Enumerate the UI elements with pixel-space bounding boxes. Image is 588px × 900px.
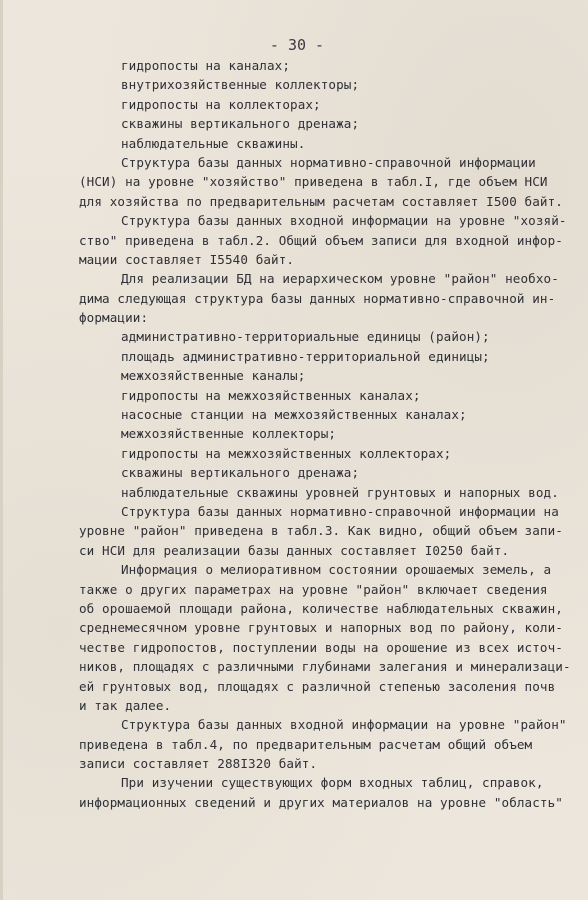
text-line: ство" приведена в табл.2. Общий объем записи для входной инфор- (79, 232, 563, 248)
page-number: - 30 - (269, 36, 325, 54)
text-line: гидропосты на каналах; (121, 58, 291, 73)
text-line: для хозяйства по предварительным расчетам составляет I500 байт. (79, 193, 563, 209)
text-line: приведена в табл.4, по предварительным расчетам общий объем (79, 736, 533, 752)
text-line: гидропосты на межхозяйственных каналах; (121, 387, 421, 403)
text-line: гидропосты на коллекторах; (121, 96, 321, 112)
text-line: наблюдательные скважины. (121, 135, 306, 151)
text-line: также о других параметрах на уровне "район" включает сведения (79, 581, 548, 597)
text-line: внутрихозяйственные коллекторы; (121, 77, 360, 93)
text-line: честве гидропостов, поступлении воды на орошение из всех источ- (79, 639, 563, 655)
text-line: насосные станции на межхозяйственных каналах; (121, 407, 467, 423)
text-line: наблюдательные скважины уровней грунтовых и напорных вод. (121, 484, 559, 500)
text-line: Для реализации БД на иерархическом уровне "район" необхо- (121, 271, 559, 287)
text-line: среднемесячном уровне грунтовых и напорных вод по району, коли- (79, 620, 563, 636)
text-line: межхозяйственные коллекторы; (121, 426, 337, 442)
text-line: ей грунтовых вод, площадях с различной степенью засоления почв (79, 678, 556, 694)
text-line: записи составляет 288I320 байт. (79, 756, 318, 772)
text-line: гидропосты на межхозяйственных коллекторах; (121, 445, 452, 461)
text-line: Структура базы данных нормативно-справочной информации (121, 154, 536, 170)
text-line: межхозяйственные каналы; (121, 368, 306, 384)
text-line: си НСИ для реализации базы данных составляет I0250 байт. (79, 542, 510, 558)
text-line: Структура базы данных входной информации на уровне "район" (121, 717, 567, 733)
text-line: мации составляет I5540 байт. (79, 251, 295, 267)
text-line: (НСИ) на уровне "хозяйство" приведена в табл.I, где объем НСИ (79, 174, 548, 190)
text-line: дима следующая структура базы данных нормативно-справочной ин- (79, 290, 556, 306)
text-line: административно-территориальные единицы (район); (121, 329, 490, 345)
text-line: и так далее. (79, 697, 172, 713)
text-line: Структура базы данных входной информации на уровне "хозяй- (121, 213, 567, 229)
document-body (3, 56, 588, 812)
text-line: ников, площадях с различными глубинами залегания и минерализаци- (79, 659, 571, 675)
text-line: скважины вертикального дренажа; (121, 116, 360, 132)
text-line: скважины вертикального дренажа; (121, 465, 360, 481)
text-line: площадь административно-территориальной единицы; (121, 348, 490, 364)
text-line: уровне "район" приведена в табл.3. Как видно, общий объем запи- (79, 523, 563, 539)
text-line: Структура базы данных нормативно-справочной информации на (121, 503, 559, 519)
text-line: формации: (79, 310, 149, 326)
text-line: Информация о мелиоративном состоянии орошаемых земель, а (121, 562, 552, 578)
text-line: При изучении существующих форм входных таблиц, справок, (121, 775, 544, 791)
text-line: информационных сведений и других материалов на уровне "область" (79, 794, 563, 810)
text-line: об орошаемой площади района, количестве наблюдательных скважин, (79, 600, 563, 616)
